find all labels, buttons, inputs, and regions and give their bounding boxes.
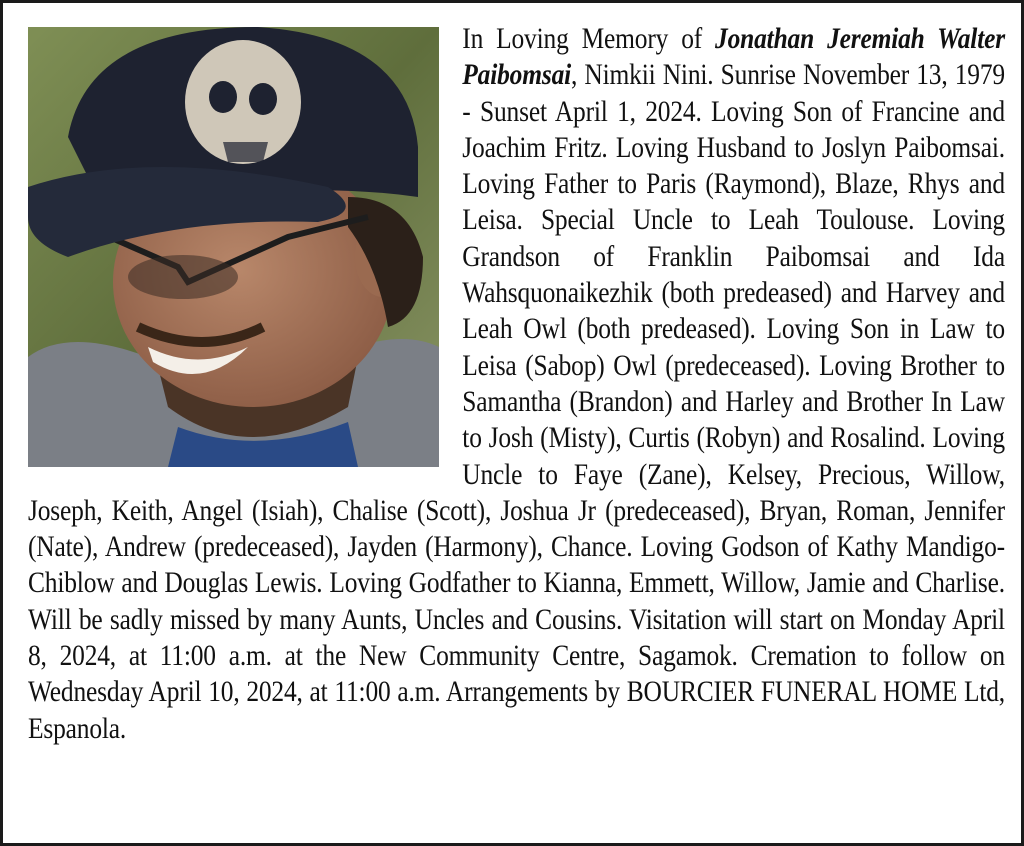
photo-text-wrap-spacer [28,21,462,467]
obituary-intro: In Loving Memory of [462,23,716,55]
obituary-text [28,21,1005,747]
deceased-name: Jonathan Jeremiah Walter Paibomsai [462,23,1005,92]
obituary-body: , Nimkii Nini. Sunrise November 13, 1979 - Sunset April 1, 2024. Loving Son of Francine and Joachim Fritz. Loving Husband to Joslyn Paibomsai. Loving Father to Paris (Raymond), Blaze, Rhys and Leisa. Special Uncle to Leah Toulouse. Loving Grandson of Franklin Paibomsai and Ida Wahsquonaikezhik (both predeased) and Harvey and Leah Owl (both predeased). Loving Son in Law to Leisa (Sabop) Owl (predeceased). Loving Brother to Samantha (Brandon) and Harley and Brother In Law to Josh (Misty), Curtis (Robyn) and Rosalind. Loving Uncle to Faye (Zane), Kelsey, Precious, Willow, Joseph, Keith, Angel (Isiah), Chalise (Scott), Joshua Jr (predeceased), Bryan, Roman, Jennifer (Nate), Andrew (predeceased), Jayden (Harmony), Chance. Loving Godson of Kathy Mandigo-Chiblow and Douglas Lewis. Loving Godfather to Kianna, Emmett, Willow, Jamie and Charlise. Will be sadly missed by many Aunts, Uncles and Cousins. Visitation will start on Monday April 8, 2024, at 11:00 a.m. at the New Community Centre, Sagamok. Cremation to follow on Wednesday April 10, 2024, at 11:00 a.m. Arrangements by BOURCIER FUNERAL HOME Ltd, Espanola. [28,59,1005,745]
